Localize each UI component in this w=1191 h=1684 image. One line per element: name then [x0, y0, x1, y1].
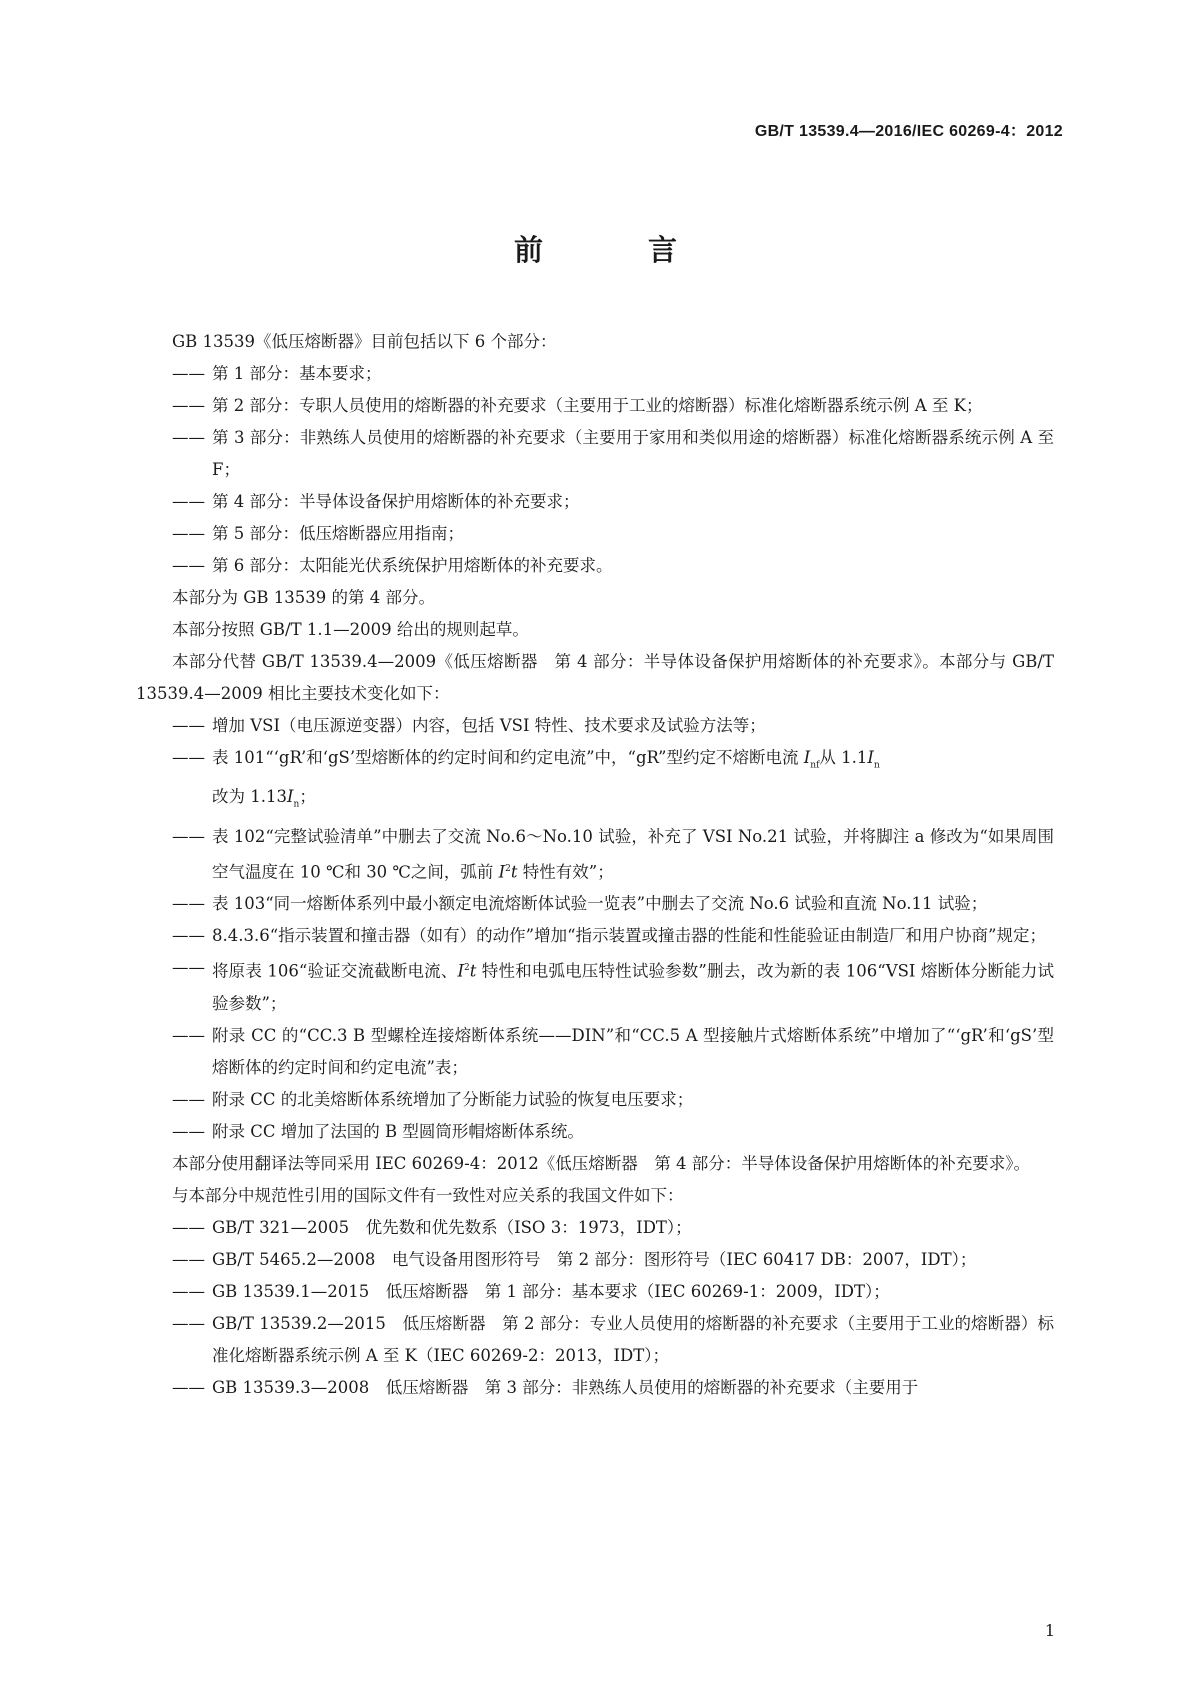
- symbol-i: I: [457, 961, 465, 981]
- list-item: [136, 518, 1054, 550]
- dash-marker: ——: [172, 1249, 205, 1269]
- part-3: 第 3 部分：非熟练人员使用的熔断器的补充要求（主要用于家用和类似用途的熔断器）标准化熔断器系统示例 A 至 F；: [212, 428, 1054, 479]
- change-table101-a: 表 101“‘gR’和‘gS’型熔断体的约定时间和约定电流”中，“gR”型约定不熔断电流: [212, 748, 804, 767]
- reference-text: GB 13539.1—2015 低压熔断器 第 1 部分：基本要求（IEC 60269-1：2009，IDT）；: [212, 1281, 890, 1301]
- subscript-n: n: [873, 760, 880, 771]
- change-table103: 表 103“同一熔断体系列中最小额定电流熔断体试验一览表”中删去了交流 No.6 试验和直流 No.11 试验；: [212, 894, 988, 914]
- dash-marker: ——: [172, 396, 205, 415]
- change-table101-b: 从 1.1: [819, 748, 868, 767]
- part4-paragraph: 本部分为 GB 13539 的第 4 部分。: [172, 588, 436, 607]
- change-item: [136, 821, 1054, 889]
- dash-marker: ——: [172, 524, 205, 543]
- change-table101-c: 改为 1.13: [212, 787, 287, 807]
- symbol-i: I: [498, 862, 506, 882]
- reference-text: GB/T 5465.2—2008 电气设备用图形符号 第 2 部分：图形符号（IEC 60417 DB：2007，IDT）；: [212, 1249, 977, 1269]
- dash-marker: ——: [172, 826, 205, 846]
- dash-marker: ——: [172, 1217, 205, 1237]
- reference-item: [136, 1244, 1054, 1276]
- change-table102-b: 特性有效”；: [517, 862, 614, 882]
- dash-marker: ——: [172, 748, 205, 767]
- symbol-t: t: [510, 862, 518, 882]
- symbol-i: I: [867, 748, 874, 767]
- change-annex-cc-na: 附录 CC 的北美熔断体系统增加了分断能力试验的恢复电压要求；: [212, 1089, 694, 1109]
- dash-marker: ——: [172, 1313, 205, 1333]
- dash-marker: ——: [172, 958, 205, 978]
- dash-marker: ——: [172, 1089, 205, 1109]
- change-item: [136, 1020, 1054, 1084]
- dash-marker: ——: [172, 1281, 205, 1301]
- part-4: 第 4 部分：半导体设备保护用熔断体的补充要求；: [212, 492, 580, 511]
- change-annex-cc-fr: 附录 CC 增加了法国的 B 型圆筒形帽熔断体系统。: [212, 1121, 584, 1141]
- dash-marker: ——: [172, 364, 205, 383]
- change-table106-a: 将原表 106“验证交流截断电流、: [212, 961, 458, 981]
- symbol-t: t: [469, 961, 477, 981]
- change-item: [136, 1084, 1054, 1116]
- reference-item: [136, 1212, 1054, 1244]
- symbol-i: I: [286, 787, 294, 807]
- superscript-2: 2: [505, 863, 511, 874]
- part-2: 第 2 部分：专职人员使用的熔断器的补充要求（主要用于工业的熔断器）标准化熔断器系统示例 A 至 K；: [212, 396, 983, 415]
- subscript-nf: nf: [810, 760, 820, 771]
- list-item: [136, 486, 1054, 518]
- subscript-n: n: [293, 799, 300, 810]
- rules-paragraph: 本部分按照 GB/T 1.1—2009 给出的规则起草。: [172, 620, 529, 639]
- reference-item: [136, 1308, 1054, 1372]
- dash-marker: ——: [172, 1025, 205, 1045]
- dash-marker: ——: [172, 1121, 205, 1141]
- reference-text: GB/T 321—2005 优先数和优先数系（ISO 3：1973，IDT）；: [212, 1217, 692, 1237]
- change-item: [136, 742, 1054, 821]
- page-number: 1: [1044, 1621, 1055, 1640]
- list-item: [136, 422, 1054, 486]
- dash-marker: ——: [172, 492, 205, 511]
- change-table102-a: 表 102“完整试验清单”中删去了交流 No.6～No.10 试验，补充了 VSI No.21 试验，并将脚注 a 修改为“如果周围空气温度在 10 ℃和 30 ℃之间，弧前: [212, 826, 1054, 882]
- page-title: 前 言: [513, 233, 715, 267]
- reference-text: GB 13539.3—2008 低压熔断器 第 3 部分：非熟练人员使用的熔断器的补充要求（主要用于: [212, 1377, 919, 1397]
- part-1: 第 1 部分：基本要求；: [212, 364, 382, 383]
- document-code-header: GB/T 13539.4—2016/IEC 60269-4：2012: [754, 123, 1063, 140]
- list-item: [136, 358, 1054, 390]
- part-5: 第 5 部分：低压熔断器应用指南；: [212, 524, 464, 543]
- dash-marker: ——: [172, 894, 205, 914]
- change-vsi: 增加 VSI（电压源逆变器）内容，包括 VSI 特性、技术要求及试验方法等；: [212, 716, 766, 735]
- refs-intro-paragraph: 与本部分中规范性引用的国际文件有一致性对应关系的我国文件如下：: [172, 1185, 684, 1205]
- replace-paragraph: 本部分代替 GB/T 13539.4—2009《低压熔断器 第 4 部分：半导体设备保护用熔断体的补充要求》。本部分与 GB/T 13539.4—2009 相比主要技术变化如下：: [136, 652, 1054, 703]
- intro-paragraph: GB 13539《低压熔断器》目前包括以下 6 个部分：: [172, 332, 557, 351]
- change-annex-cc-din: 附录 CC 的“CC.3 B 型螺栓连接熔断体系统——DIN”和“CC.5 A 型接触片式熔断体系统”中增加了“‘gR’和‘gS’型熔断体的约定时间和约定电流”表；: [212, 1025, 1054, 1077]
- reference-item: [136, 1372, 1054, 1404]
- reference-text: GB/T 13539.2—2015 低压熔断器 第 2 部分：专业人员使用的熔断器的补充要求（主要用于工业的熔断器）标准化熔断器系统示例 A 至 K（IEC 60269-2：2013，IDT）；: [212, 1313, 1054, 1365]
- dash-marker: ——: [172, 716, 205, 735]
- foreword-body: [136, 326, 1054, 1404]
- list-item: [136, 550, 1054, 582]
- dash-marker: ——: [172, 926, 205, 946]
- change-item: [136, 952, 1054, 1020]
- translation-paragraph: 本部分使用翻译法等同采用 IEC 60269-4：2012《低压熔断器 第 4 部分：半导体设备保护用熔断体的补充要求》。: [172, 1153, 1030, 1173]
- reference-item: [136, 1276, 1054, 1308]
- symbol-i: I: [803, 748, 811, 767]
- superscript-2: 2: [464, 963, 470, 974]
- change-item: [136, 710, 1054, 742]
- change-table101-d: ；: [299, 787, 316, 807]
- change-8436: 8.4.3.6“指示装置和撞击器（如有）的动作”增加“指示装置或撞击器的性能和性能验证由制造厂和用户协商”规定；: [212, 926, 1046, 946]
- list-item: [136, 390, 1054, 422]
- change-item: [136, 920, 1054, 952]
- dash-marker: ——: [172, 556, 205, 575]
- change-table106-b: 特性和电弧电压特性试验参数”删去，改为新的表 106“VSI 熔断体分断能力试验参数”；: [212, 961, 1054, 1013]
- dash-marker: ——: [172, 428, 205, 447]
- change-item: [136, 888, 1054, 920]
- part-6: 第 6 部分：太阳能光伏系统保护用熔断体的补充要求。: [212, 556, 613, 575]
- dash-marker: ——: [172, 1377, 205, 1397]
- change-item: [136, 1116, 1054, 1148]
